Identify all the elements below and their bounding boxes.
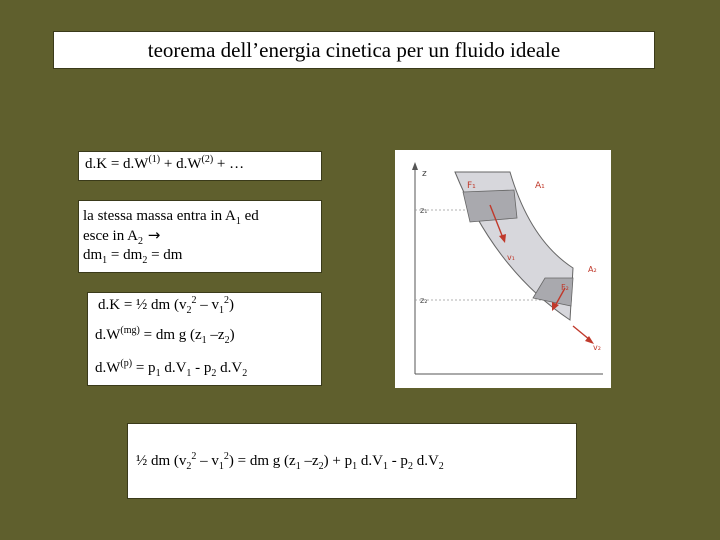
bernoulli-equation: ½ dm $(v_2^2 - v_1^2)$ = dm g ($z_1$ $-z_2) + p_1$ $d.V_1 - p_2$ $d.V_2$: [136, 451, 444, 472]
z-axis-arrowhead: [412, 162, 418, 170]
flow-tube-diagram: [395, 150, 611, 388]
kinetic-energy-sum-box: [78, 151, 322, 181]
eq1-text: $d.K = d.W^{(1)} + d.W^{(2)}$ + …: [85, 154, 245, 172]
a1-label: A₁: [535, 181, 545, 191]
a2-label: A₂: [588, 265, 597, 274]
f2-label: F₂: [561, 283, 569, 292]
mass-line-3: $dm_1 = dm_2$ = dm: [83, 247, 183, 266]
mass-line-2: esce in $A_2$ →: [83, 226, 161, 247]
gravity-work-line: $d.W^{(mg)}$ = dm g ($z_1$ $-z_2$): [95, 325, 235, 346]
z-axis-label: z: [422, 169, 427, 179]
v2-arrow: [573, 326, 590, 340]
z1-label: z₁: [420, 206, 428, 215]
mass-line-1: la stessa massa entra in $A_1$ ed: [83, 208, 259, 227]
pressure-work-line: $d.W^{(p)} = p_1$ $d.V_1 - p_2$ $d.V_2$: [95, 358, 248, 379]
flow-tube-figure: [395, 150, 611, 388]
v1-label: v₁: [507, 253, 515, 262]
work-terms-box: [87, 292, 322, 386]
mass-conservation-box: [78, 200, 322, 273]
z2-label: z₂: [420, 296, 428, 305]
f1-label: F₁: [467, 181, 476, 191]
title-text: teorema dell’energia cinetica per un fluido ideale: [147, 38, 561, 62]
v2-label: v₂: [593, 343, 601, 352]
bernoulli-result-box: [127, 423, 577, 499]
kinetic-energy-line: d.K = ½ dm $(v_2^2 - v_1^2)$: [98, 295, 234, 316]
slide-title: [53, 31, 655, 69]
